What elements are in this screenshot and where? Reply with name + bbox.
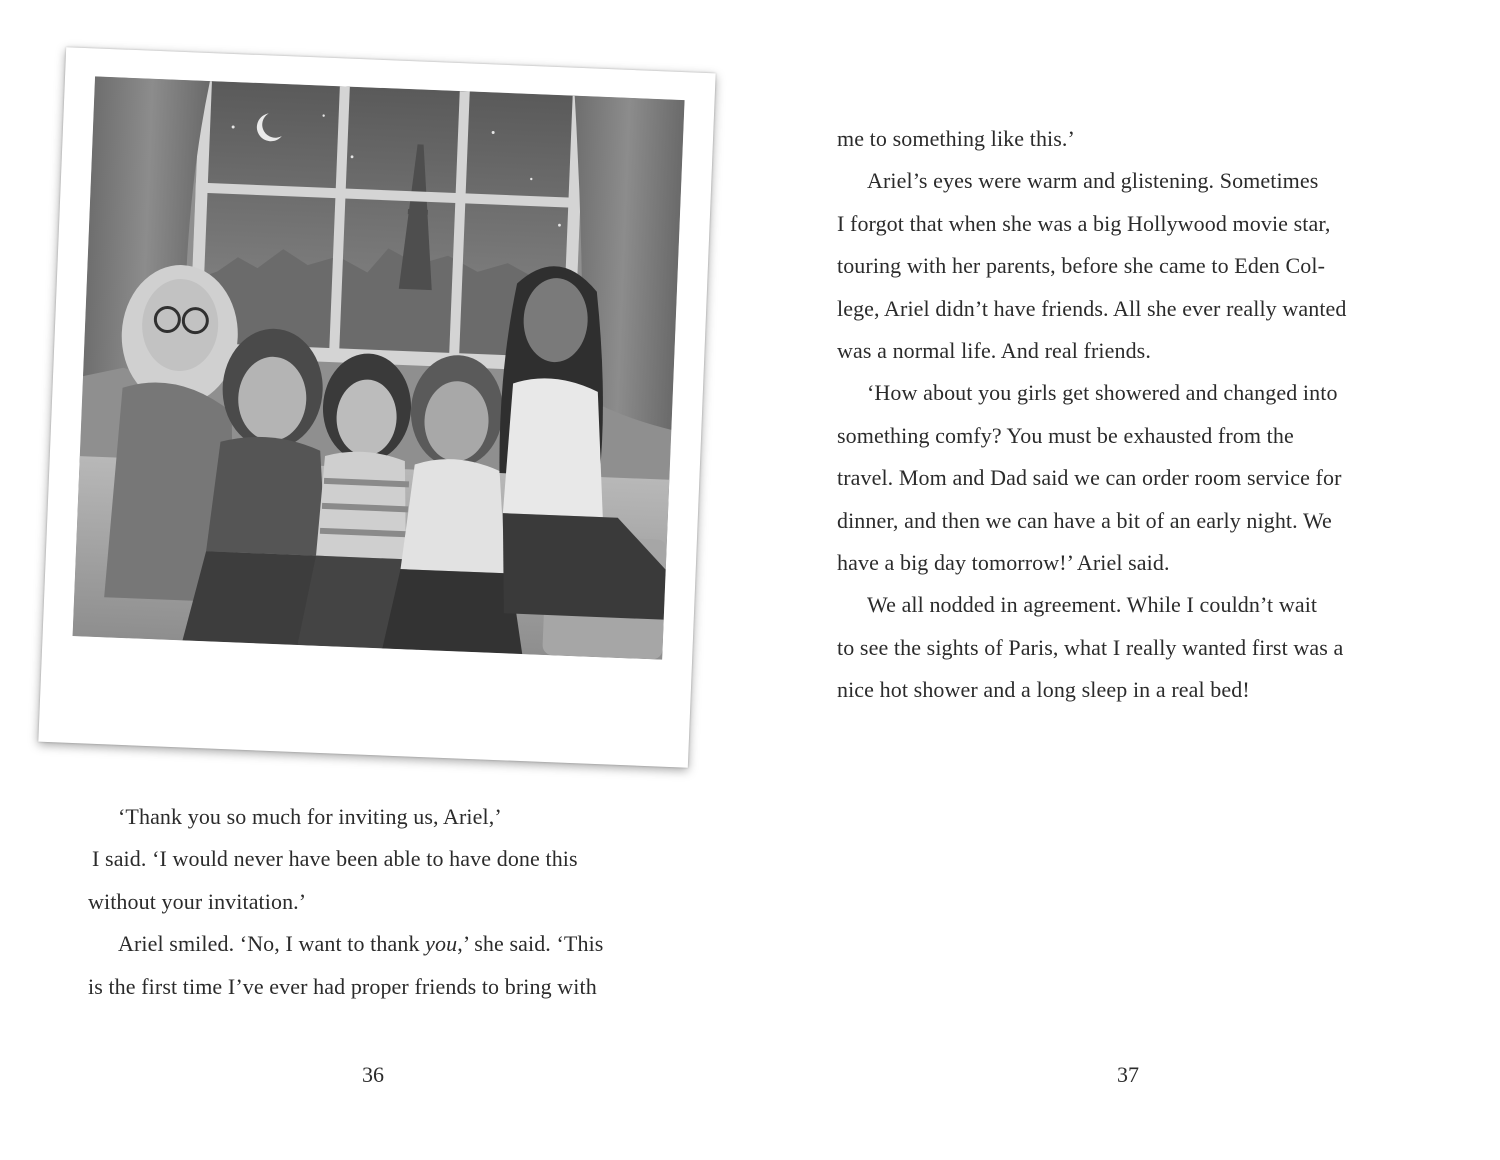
paragraph-line	[88, 923, 603, 965]
paragraph-line: something comfy? You must be exhausted from the	[837, 422, 1294, 448]
page-number-left: 36	[362, 1062, 384, 1087]
paragraph-line: without your invitation.’	[88, 888, 307, 914]
illustration-girls-by-window	[73, 76, 685, 659]
polaroid-frame	[38, 47, 715, 768]
left-page-text	[88, 796, 603, 1008]
paragraph-line: have a big day tomorrow!’ Ariel said.	[837, 549, 1170, 575]
paragraph-line: touring with her parents, before she came to Eden Col-	[837, 253, 1326, 279]
paragraph-line: Ariel’s eyes were warm and glistening. Sometimes	[867, 168, 1319, 194]
paragraph-line: We all nodded in agreement. While I couldn’t wait	[867, 592, 1318, 618]
paragraph-line: ‘Thank you so much for inviting us, Ariel,’	[118, 804, 502, 829]
page-number-right: 37	[1117, 1062, 1139, 1087]
paragraph-line: travel. Mom and Dad said we can order room service for	[837, 465, 1342, 491]
text-run: ,’ she said. ‘This	[457, 931, 604, 957]
paragraph-line: was a normal life. And real friends.	[837, 337, 1151, 363]
paragraph-line: nice hot shower and a long sleep in a real bed!	[837, 677, 1250, 703]
paragraph-line: is the first time I’ve ever had proper friends to bring with	[88, 973, 597, 999]
illustration-image	[73, 76, 685, 659]
text-run: Ariel smiled. ‘No, I want to thank	[118, 931, 420, 957]
right-page-text	[837, 118, 1347, 711]
paragraph-line: dinner, and then we can have a bit of an early night. We	[837, 507, 1332, 533]
paragraph-line: I forgot that when she was a big Hollywood movie star,	[837, 210, 1331, 236]
paragraph-line: me to something like this.’	[837, 126, 1075, 151]
paragraph-line: lege, Ariel didn’t have friends. All she ever really wanted	[837, 295, 1347, 321]
paragraph-line: to see the sights of Paris, what I really wanted first was a	[837, 634, 1344, 660]
paragraph-line: ‘How about you girls get showered and changed into	[867, 380, 1338, 406]
paragraph-line: I said. ‘I would never have been able to have done this	[92, 846, 578, 872]
emphasis-text: you	[425, 931, 458, 957]
